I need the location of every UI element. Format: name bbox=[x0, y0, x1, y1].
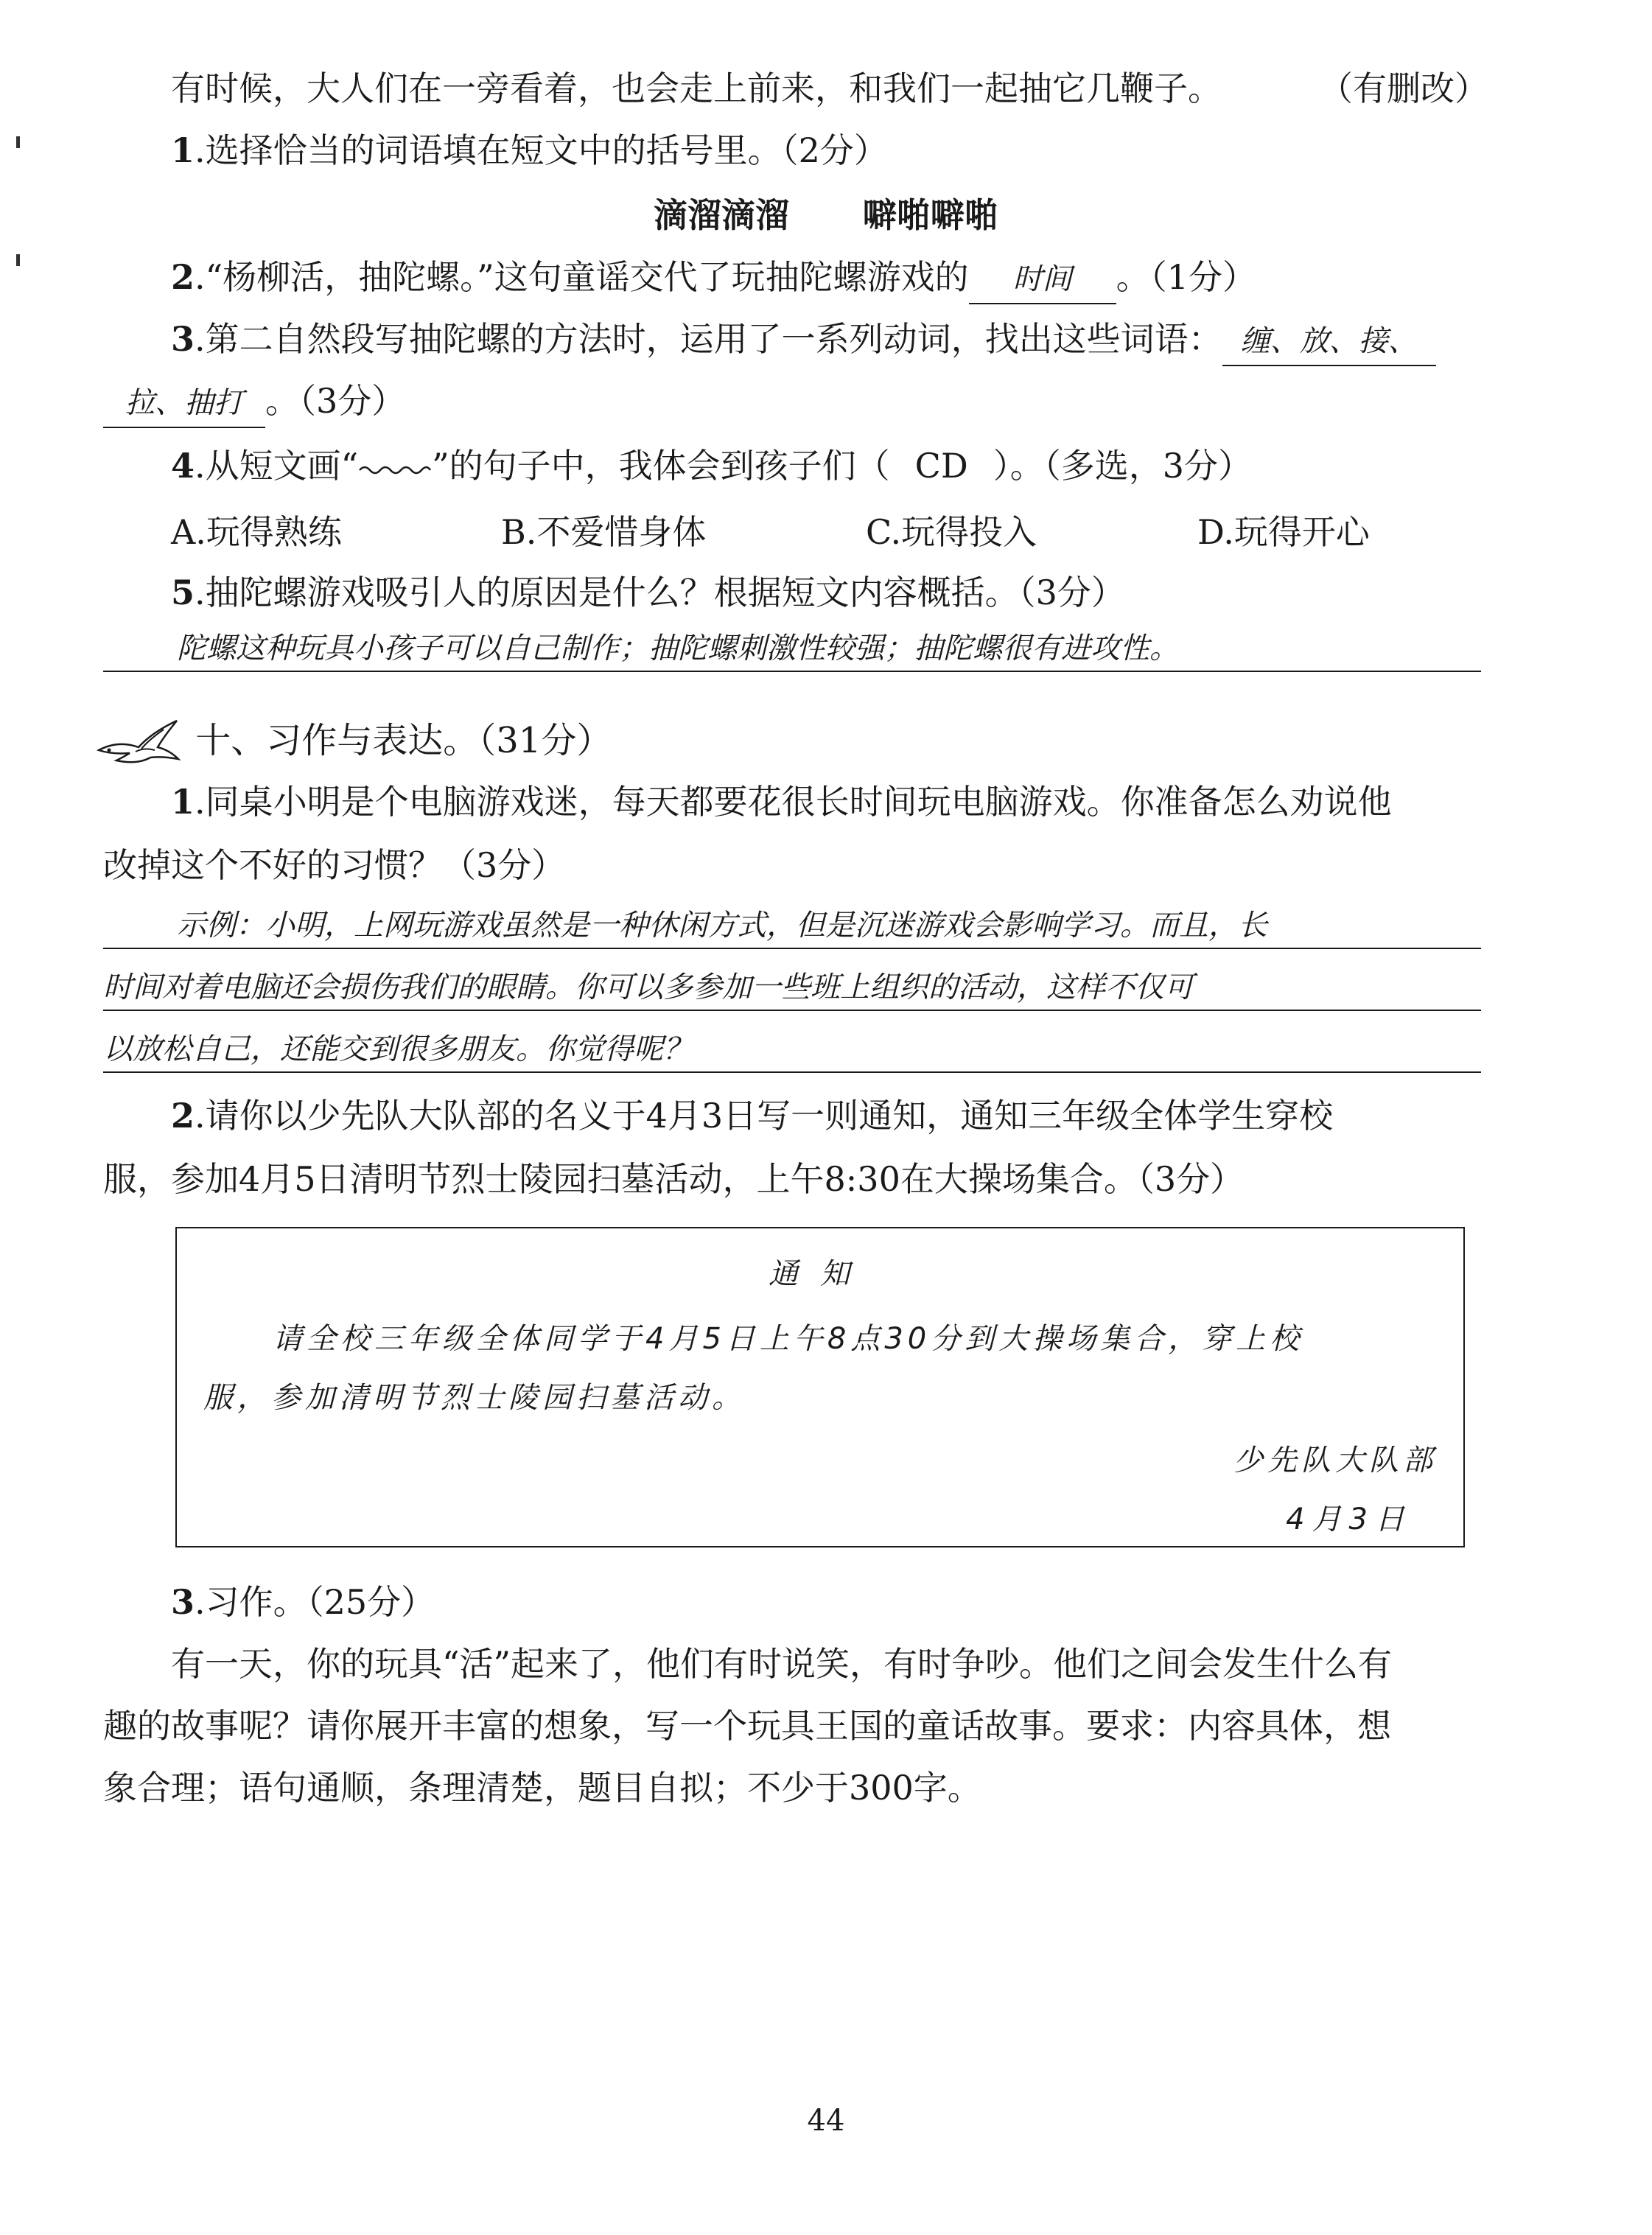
q4-option-b: B.不爱惜身体 bbox=[501, 512, 707, 552]
wavy-underline-icon bbox=[358, 460, 432, 478]
s10-q1-answer-line-1[interactable]: 示例：小明，上网玩游戏虽然是一种休闲方式，但是沉迷游戏会影响学习。而且，长 bbox=[103, 903, 1481, 949]
q5-answer-line[interactable]: 陀螺这种玩具小孩子可以自己制作；抽陀螺刺激性较强；抽陀螺很有进攻性。 bbox=[103, 626, 1481, 672]
s10-question-1-continued: 改掉这个不好的习惯？（3分） bbox=[103, 845, 566, 885]
s10-q3-prompt-line-1: 有一天，你的玩具“活”起来了，他们有时说笑，有时争吵。他们之间会发生什么有 bbox=[171, 1644, 1393, 1684]
notice-body-line-2: 服，参加清明节烈士陵园扫墓活动。 bbox=[203, 1381, 746, 1415]
question-1: 1.选择恰当的词语填在短文中的括号里。（2分） bbox=[171, 130, 888, 170]
q3-answer-blank-2[interactable]: 拉、抽打 bbox=[103, 380, 265, 428]
question-4: 4.从短文画“ ”的句子中，我体会到孩子们（ CD ）。（多选，3分） bbox=[171, 442, 1252, 489]
notice-body-line-1: 请全校三年级全体同学于4月5日上午8点30分到大操场集合，穿上校 bbox=[273, 1322, 1304, 1356]
q4-option-a: A.玩得熟练 bbox=[171, 512, 342, 552]
passage-tail bbox=[171, 65, 1222, 112]
section-10-heading: 十、习作与表达。（31分） bbox=[96, 715, 612, 769]
passage-note: （有删改） bbox=[1319, 69, 1488, 108]
q3-answer-blank-1[interactable]: 缠、放、接、 bbox=[1222, 318, 1436, 366]
s10-q3-prompt-line-3: 象合理；语句通顺，条理清楚，题目自拟；不少于300字。 bbox=[103, 1768, 981, 1808]
question-3-continued: 拉、抽打 。（3分） bbox=[103, 377, 405, 428]
q1-word-choices bbox=[0, 192, 1652, 239]
margin-mark bbox=[16, 254, 20, 266]
word-choice: 噼啪噼啪 bbox=[863, 195, 998, 235]
passage-text: 有时候，大人们在一旁看着，也会走上前来，和我们一起抽它几鞭子。 bbox=[171, 69, 1222, 108]
s10-q3-prompt-line-2: 趣的故事呢？请你展开丰富的想象，写一个玩具王国的童话故事。要求：内容具体，想 bbox=[103, 1706, 1391, 1746]
page-number: 44 bbox=[807, 2104, 845, 2138]
question-5: 5.抽陀螺游戏吸引人的原因是什么？根据短文内容概括。（3分） bbox=[171, 573, 1125, 612]
q4-option-d: D.玩得开心 bbox=[1197, 512, 1370, 552]
notice-date: 4月3日 bbox=[1286, 1503, 1412, 1536]
s10-question-1: 1.同桌小明是个电脑游戏迷，每天都要花很长时间玩电脑游戏。你准备怎么劝说他 bbox=[171, 782, 1392, 822]
question-2: 2.“杨柳活，抽陀螺。”这句童谣交代了玩抽陀螺游戏的 时间 。（1分） bbox=[171, 253, 1256, 304]
notice-answer-box[interactable] bbox=[175, 1227, 1465, 1547]
notice-title: 通知 bbox=[769, 1257, 872, 1291]
bird-icon bbox=[96, 718, 184, 769]
q4-answer[interactable]: CD bbox=[914, 446, 968, 486]
s10-question-2-continued: 服，参加4月5日清明节烈士陵园扫墓活动，上午8:30在大操场集合。（3分） bbox=[103, 1159, 1245, 1199]
q2-answer-blank[interactable]: 时间 bbox=[969, 256, 1116, 304]
s10-question-3: 3.习作。（25分） bbox=[171, 1582, 435, 1622]
word-choice: 滴溜滴溜 bbox=[654, 195, 789, 235]
notice-signature: 少先队大队部 bbox=[1233, 1444, 1437, 1477]
s10-q1-answer-line-3[interactable]: 以放松自己，还能交到很多朋友。你觉得呢？ bbox=[103, 1027, 1481, 1073]
question-3: 3.第二自然段写抽陀螺的方法时，运用了一系列动词，找出这些词语： 缠、放、接、 bbox=[171, 315, 1436, 366]
q4-option-c: C.玩得投入 bbox=[866, 512, 1037, 552]
s10-q1-answer-line-2[interactable]: 时间对着电脑还会损伤我们的眼睛。你可以多参加一些班上组织的活动，这样不仅可 bbox=[103, 965, 1481, 1011]
s10-question-2: 2.请你以少先队大队部的名义于4月3日写一则通知，通知三年级全体学生穿校 bbox=[171, 1096, 1334, 1136]
margin-mark bbox=[16, 136, 20, 148]
